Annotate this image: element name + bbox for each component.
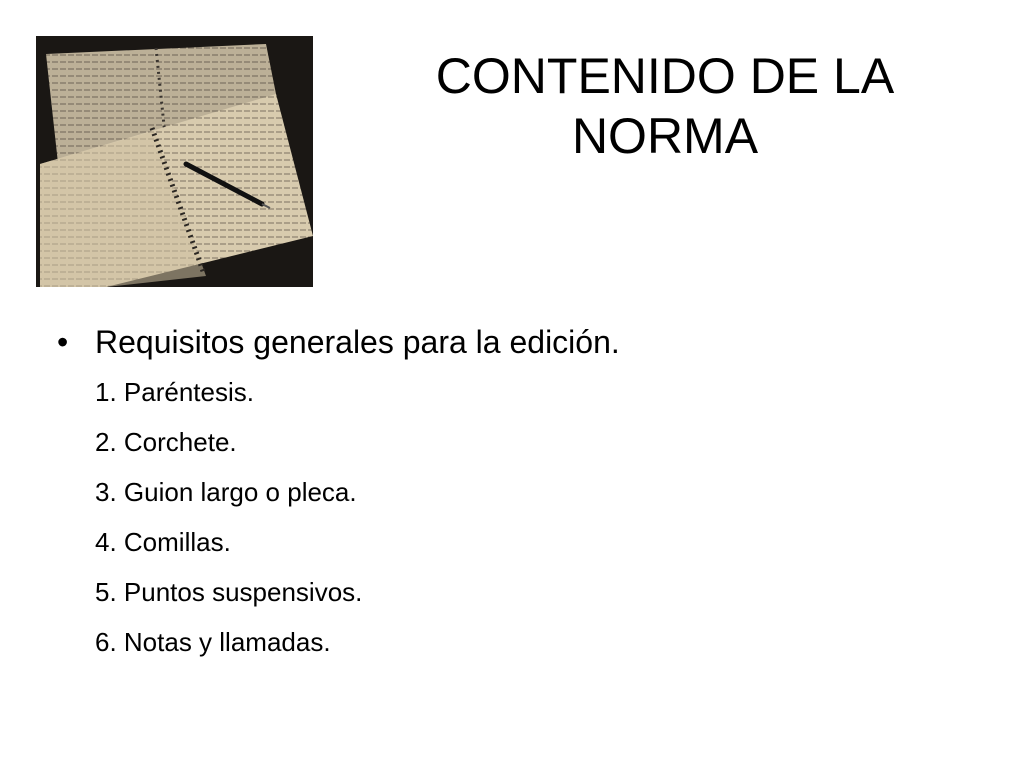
main-bullet-text: Requisitos generales para la edición. xyxy=(95,324,620,360)
sub-item-list xyxy=(95,376,362,676)
bullet-icon: • xyxy=(57,324,69,360)
list-item: 3. Guion largo o pleca. xyxy=(95,477,357,507)
list-item: 6. Notas y llamadas. xyxy=(95,627,331,657)
main-bullet xyxy=(57,322,620,362)
notebooks-photo-icon xyxy=(36,36,313,287)
list-item: 5. Puntos suspensivos. xyxy=(95,577,363,607)
list-item: 4. Comillas. xyxy=(95,527,231,557)
slide-title: CONTENIDO DE LA NORMA xyxy=(435,48,895,164)
list-item: 2. Corchete. xyxy=(95,427,237,457)
list-item: 1. Paréntesis. xyxy=(95,377,254,407)
